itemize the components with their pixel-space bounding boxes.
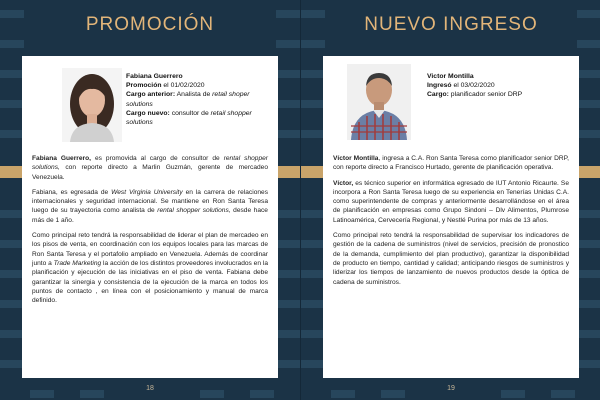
- new-hire-body: [333, 154, 569, 293]
- position: Cargo: planificador senior DRP: [427, 91, 523, 99]
- promotion-card: [22, 56, 278, 378]
- employee-name: Victor Montilla: [427, 73, 474, 80]
- right-page: [300, 0, 600, 400]
- new-hire-card: [323, 56, 579, 378]
- promotion-title: PROMOCIÓN: [85, 14, 215, 35]
- promotion-body: [32, 154, 268, 311]
- employee-name: Fabiana Guerrero: [126, 73, 183, 80]
- paragraph-2: Fabiana, es egresada de West Virginia University en la carrera de relaciones internacionales y seguridad internacional. Se mantiene en Ron Santa Teresa luego de su trayectoria como analista de rental shopper solutions, desde hace más de 1 año.: [32, 188, 268, 224]
- previous-position: Cargo anterior: Analista de retail shoper solutions: [126, 91, 250, 108]
- promotion-date: Promoción el 01/02/2020: [126, 82, 205, 90]
- hire-date: Ingresó el 03/02/2020: [427, 82, 495, 90]
- new-hire-title: NUEVO INGRESO: [364, 14, 538, 35]
- portrait-woman-image: [62, 68, 122, 142]
- page-number: 19: [447, 385, 455, 392]
- employee-photo: [62, 68, 122, 142]
- paragraph-3: Como principal reto tendrá la responsabilidad de liderar el plan de mercadeo en los pisos de venta, en coordinación con los equipos locales para las marcas de Ron Santa Teresa y el portafolio ampliado en Venezuela. Además de coordinar junto a Trade Marketing la acción de los distintos proveedores involucrados en la planificación y ejecución de las iniciativas en el piso de venta. Fabiana debe garantizar la sinergia y consistencia de la ejecución de la marca en todos los puntos de contacto , en línea con el posicionamiento y manual de marca definido.: [32, 232, 268, 305]
- employee-info: [126, 72, 266, 127]
- paragraph-2: Víctor, es técnico superior en informática egresado de IUT Antonio Ricaurte. Se incorpora a Ron Santa Teresa luego de su experiencia en Tenerías Unidas C.A. como superintendente de compras y anteriormente desarrollándose en el área de planificación en empresas como Grupo Sindoni – Dlv Alimentos, Plumrose Latinoamérica, Cervecería Regional, y Nestlé Purina por más de 13 años.: [333, 179, 569, 224]
- page-number: 18: [146, 385, 154, 392]
- portrait-man-image: [347, 64, 411, 140]
- new-position: Cargo nuevo: consultor de retail shopper solutions: [126, 109, 252, 127]
- paragraph-1: Víctor Montilla, ingresa a C.A. Ron Santa Teresa como planificador senior DRP, con reporte directo a Francisco Hurtado, gerente de planificación operativa.: [333, 155, 569, 172]
- paragraph-3: Como principal reto tendrá la responsabilidad de supervisar los indicadores de gestión de la cadena de suministros (nivel de servicios, precisión de pronostico de la demanda, cumplimiento del plan productivo), garantizar la disponibilidad de producto en tiempo, cantidad y calidad; anticipando riesgos de suministros y liderizar los tiempos de lanzamiento de nuevos productos desde la óptica de cadena de suministros.: [333, 232, 569, 286]
- employee-photo: [347, 64, 411, 140]
- employee-info: [427, 72, 567, 100]
- paragraph-1: Fabiana Guerrero, es promovida al cargo de consultor de rental shopper solutions, con reporte directo a Marlin Guzmán, gerente de mercadeo Venezuela.: [32, 155, 268, 181]
